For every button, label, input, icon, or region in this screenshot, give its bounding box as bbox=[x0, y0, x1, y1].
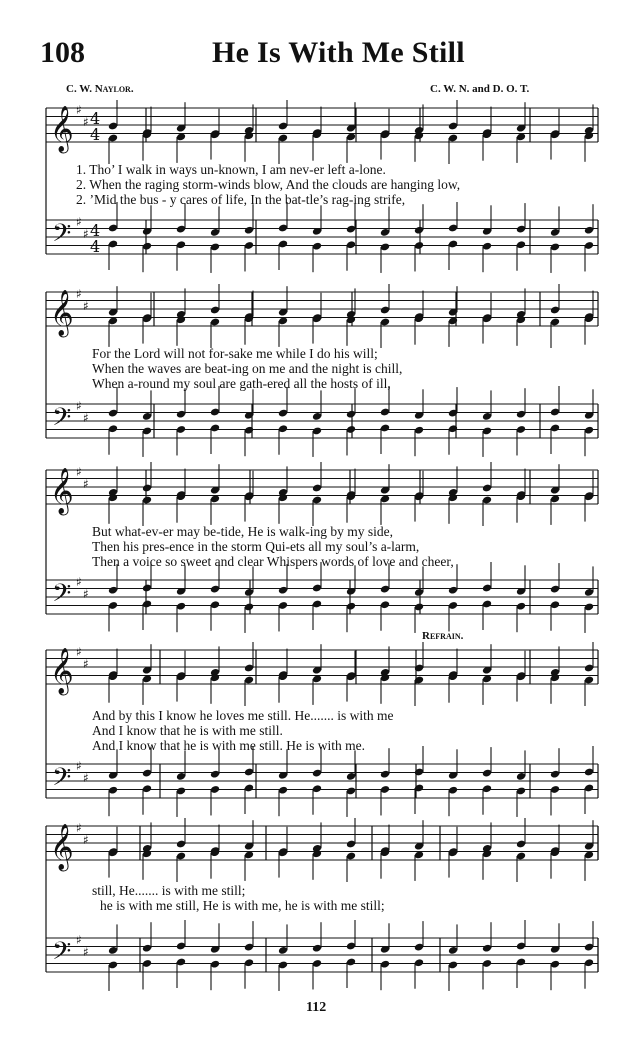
sharp-icon: ♯ bbox=[76, 103, 82, 117]
lyric-line: And by this I know he loves me still. He....... is with me bbox=[92, 708, 394, 723]
lyric-line: When a-round my soul are gath-ered all the hosts of ill, bbox=[92, 376, 391, 391]
lyric-line: Then a voice so sweet and clear Whispers words of love and cheer, bbox=[92, 554, 454, 569]
sharp-icon: ♯ bbox=[76, 399, 82, 413]
treble-clef-icon: 𝄞 bbox=[50, 468, 74, 514]
lyric-line: 1. Tho’ I walk in ways un-known, I am nev-er left a-lone. bbox=[76, 162, 386, 177]
sharp-icon: ♯ bbox=[83, 411, 89, 425]
lyric-line: still, He....... is with me still; bbox=[92, 883, 246, 898]
sharp-icon: ♯ bbox=[76, 465, 82, 479]
sharp-icon: ♯ bbox=[83, 227, 89, 241]
lyric-line: But what-ev-er may be-tide, He is walk-ing by my side, bbox=[92, 524, 394, 539]
sharp-icon: ♯ bbox=[76, 821, 82, 835]
sharp-icon: ♯ bbox=[83, 299, 89, 313]
treble-clef-icon: 𝄞 bbox=[50, 824, 74, 870]
treble-clef-icon: 𝄞 bbox=[50, 106, 74, 152]
sharp-icon: ♯ bbox=[83, 833, 89, 847]
sharp-icon: ♯ bbox=[83, 657, 89, 671]
lyric-line: Then his pres-ence in the storm Qui-ets all my soul’s a-larm, bbox=[92, 539, 420, 554]
time-signature: 4 bbox=[90, 221, 101, 240]
bass-clef-icon: 𝄢 bbox=[52, 219, 72, 254]
sharp-icon: ♯ bbox=[76, 287, 82, 301]
sharp-icon: ♯ bbox=[76, 933, 82, 947]
lyric-line: And I know that he is with me still. bbox=[92, 723, 283, 738]
sharp-icon: ♯ bbox=[76, 575, 82, 589]
bass-clef-icon: 𝄢 bbox=[52, 937, 72, 972]
sharp-icon: ♯ bbox=[83, 771, 89, 785]
sharp-icon: ♯ bbox=[76, 645, 82, 659]
lyric-line: he is with me still, He is with me, he is with me still; bbox=[100, 898, 385, 913]
sharp-icon: ♯ bbox=[83, 477, 89, 491]
bass-clef-icon: 𝄢 bbox=[52, 403, 72, 438]
lyric-line: And I know that he is with me still. He is with me. bbox=[92, 738, 365, 753]
treble-clef-icon: 𝄞 bbox=[50, 290, 74, 336]
sharp-icon: ♯ bbox=[83, 587, 89, 601]
treble-clef-icon: 𝄞 bbox=[50, 648, 74, 694]
lyric-line: 2. When the raging storm-winds blow, And the clouds are hanging low, bbox=[76, 177, 461, 192]
sharp-icon: ♯ bbox=[76, 215, 82, 229]
hymn-number: 108 bbox=[40, 36, 85, 69]
sharp-icon: ♯ bbox=[76, 759, 82, 773]
page-number: 112 bbox=[306, 1000, 327, 1015]
lyric-line: For the Lord will not for-sake me while I do his will; bbox=[92, 346, 378, 361]
bass-clef-icon: 𝄢 bbox=[52, 579, 72, 614]
hymn-title: He Is With Me Still bbox=[212, 36, 465, 69]
time-signature: 4 bbox=[90, 125, 101, 144]
lyricist-credit: C. W. Naylor. bbox=[66, 83, 134, 95]
sharp-icon: ♯ bbox=[83, 115, 89, 129]
time-signature: 4 bbox=[90, 109, 101, 128]
refrain-label: Refrain. bbox=[422, 630, 464, 642]
bass-clef-icon: 𝄢 bbox=[52, 763, 72, 798]
time-signature: 4 bbox=[90, 237, 101, 256]
composer-credit: C. W. N. and D. O. T. bbox=[430, 83, 530, 95]
lyric-line: 2. ’Mid the bus - y cares of life, In the bat-tle’s rag-ing strife, bbox=[76, 192, 406, 207]
lyric-line: When the waves are beat-ing on me and the night is chill, bbox=[92, 361, 403, 376]
sharp-icon: ♯ bbox=[83, 945, 89, 959]
